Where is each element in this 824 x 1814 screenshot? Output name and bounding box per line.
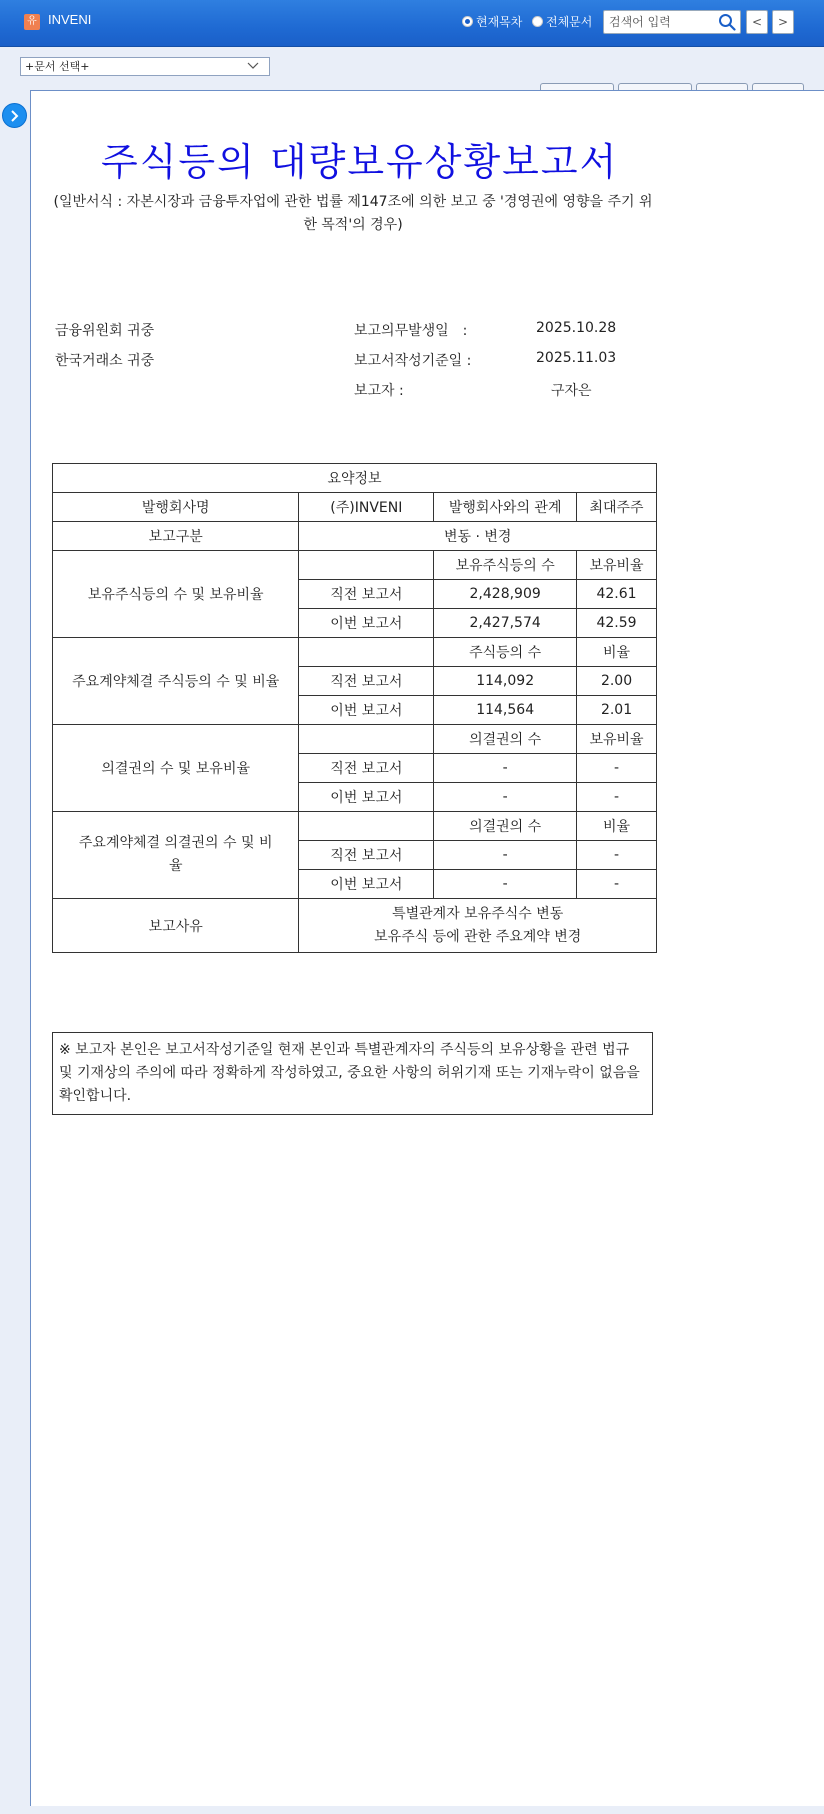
summary-title: 요약정보 xyxy=(53,464,657,493)
table-cell: - xyxy=(434,754,577,783)
table-cell: - xyxy=(434,783,577,812)
column-header: 보유주식등의 수 xyxy=(434,551,577,580)
report-reason-value xyxy=(299,899,657,953)
report-reason-line1: 특별관계자 보유주식수 변동 xyxy=(392,905,564,922)
report-type-label: 보고구분 xyxy=(53,522,299,551)
confirmation-note: ※ 보고자 본인은 보고서작성기준일 현재 본인과 특별관계자의 주식등의 보유상황을 관련 법규 및 기재상의 주의에 따라 정확하게 작성하였고, 중요한 사항의 허위기재 또는 기재누락이 없음을 확인합니다. xyxy=(52,1032,653,1115)
column-header: 의결권의 수 xyxy=(434,725,577,754)
obligation-date-label: 보고의무발생일 : xyxy=(354,323,468,339)
column-header: 주식등의 수 xyxy=(434,638,577,667)
recipient-fsc: 금융위원회 귀중 xyxy=(55,323,155,339)
obligation-date: 2025.10.28 xyxy=(536,320,617,336)
table-cell-empty xyxy=(299,725,434,754)
basis-date-label: 보고서작성기준일 : xyxy=(354,353,472,369)
row-label: 이번 보고서 xyxy=(299,609,434,638)
table-cell: 2,427,574 xyxy=(434,609,577,638)
column-header: 보유비율 xyxy=(577,725,657,754)
table-row xyxy=(53,812,657,841)
reporter-label: 보고자 : xyxy=(354,383,404,399)
report-reason-line2: 보유주식 등에 관한 주요계약 변경 xyxy=(374,928,582,945)
section-label: 의결권의 수 및 보유비율 xyxy=(53,725,299,812)
top-bar xyxy=(0,0,824,47)
table-cell: 114,564 xyxy=(434,696,577,725)
radio-current-section[interactable] xyxy=(462,13,522,30)
document-subtitle: (일반서식 : 자본시장과 금융투자업에 관한 법률 제147조에 의한 보고 중 '경영권에 영향을 주기 위한 목적'의 경우) xyxy=(53,194,653,233)
column-header: 보유비율 xyxy=(577,551,657,580)
relation-value: 최대주주 xyxy=(577,493,657,522)
table-cell-empty xyxy=(299,551,434,580)
issuer-name: (주)INVENI xyxy=(299,493,434,522)
document-title: 주식등의 대량보유상황보고서 xyxy=(101,140,619,184)
table-row xyxy=(53,464,657,493)
reporter-name: 구자은 xyxy=(551,383,592,399)
search-icon[interactable] xyxy=(718,13,736,31)
summary-table xyxy=(52,463,657,953)
document-viewer xyxy=(30,90,824,1806)
row-label: 이번 보고서 xyxy=(299,783,434,812)
table-cell: - xyxy=(577,783,657,812)
radio-all-documents[interactable] xyxy=(532,13,592,30)
radio-current-label: 현재목차 xyxy=(476,15,523,29)
table-cell: - xyxy=(434,841,577,870)
column-header: 의결권의 수 xyxy=(434,812,577,841)
report-type-value: 변동 · 변경 xyxy=(299,522,657,551)
row-label: 직전 보고서 xyxy=(299,841,434,870)
report-reason-label: 보고사유 xyxy=(53,899,299,953)
table-cell: 42.59 xyxy=(577,609,657,638)
company-logo-icon: 유 xyxy=(24,14,40,30)
table-cell: - xyxy=(577,870,657,899)
document-select-value: +문서 선택+ xyxy=(25,60,90,73)
table-cell: - xyxy=(434,870,577,899)
table-row xyxy=(53,899,657,953)
column-header: 비율 xyxy=(577,638,657,667)
section-label: 보유주식등의 수 및 보유비율 xyxy=(53,551,299,638)
relation-label: 발행회사와의 관계 xyxy=(434,493,577,522)
search-box xyxy=(603,10,741,34)
section-label: 주요계약체결 의결권의 수 및 비율 xyxy=(53,812,299,899)
document-select[interactable] xyxy=(20,57,270,76)
table-cell: 114,092 xyxy=(434,667,577,696)
row-label: 직전 보고서 xyxy=(299,580,434,609)
table-cell-empty xyxy=(299,638,434,667)
table-cell-empty xyxy=(299,812,434,841)
radio-all-indicator[interactable] xyxy=(532,16,543,27)
table-cell: - xyxy=(577,754,657,783)
section-label: 주요계약체결 주식등의 수 및 비율 xyxy=(53,638,299,725)
radio-all-label: 전체문서 xyxy=(546,15,593,29)
sidebar-toggle-button[interactable] xyxy=(2,103,27,128)
column-header: 비율 xyxy=(577,812,657,841)
radio-current-indicator[interactable] xyxy=(462,16,473,27)
chevron-down-icon xyxy=(247,61,259,71)
table-cell: - xyxy=(577,841,657,870)
table-row xyxy=(53,551,657,580)
row-label: 이번 보고서 xyxy=(299,870,434,899)
table-cell: 42.61 xyxy=(577,580,657,609)
table-row xyxy=(53,638,657,667)
table-row xyxy=(53,725,657,754)
table-row xyxy=(53,522,657,551)
prev-result-button[interactable]: < xyxy=(746,10,768,34)
table-row xyxy=(53,493,657,522)
row-label: 직전 보고서 xyxy=(299,667,434,696)
search-input[interactable] xyxy=(609,13,709,31)
company-name: INVENI xyxy=(48,12,92,27)
basis-date: 2025.11.03 xyxy=(536,350,617,366)
table-cell: 2.00 xyxy=(577,667,657,696)
next-result-button[interactable]: > xyxy=(772,10,794,34)
table-cell: 2,428,909 xyxy=(434,580,577,609)
chevron-right-icon xyxy=(9,109,21,123)
row-label: 직전 보고서 xyxy=(299,754,434,783)
row-label: 이번 보고서 xyxy=(299,696,434,725)
recipient-krx: 한국거래소 귀중 xyxy=(55,353,155,369)
table-cell: 2.01 xyxy=(577,696,657,725)
issuer-label: 발행회사명 xyxy=(53,493,299,522)
